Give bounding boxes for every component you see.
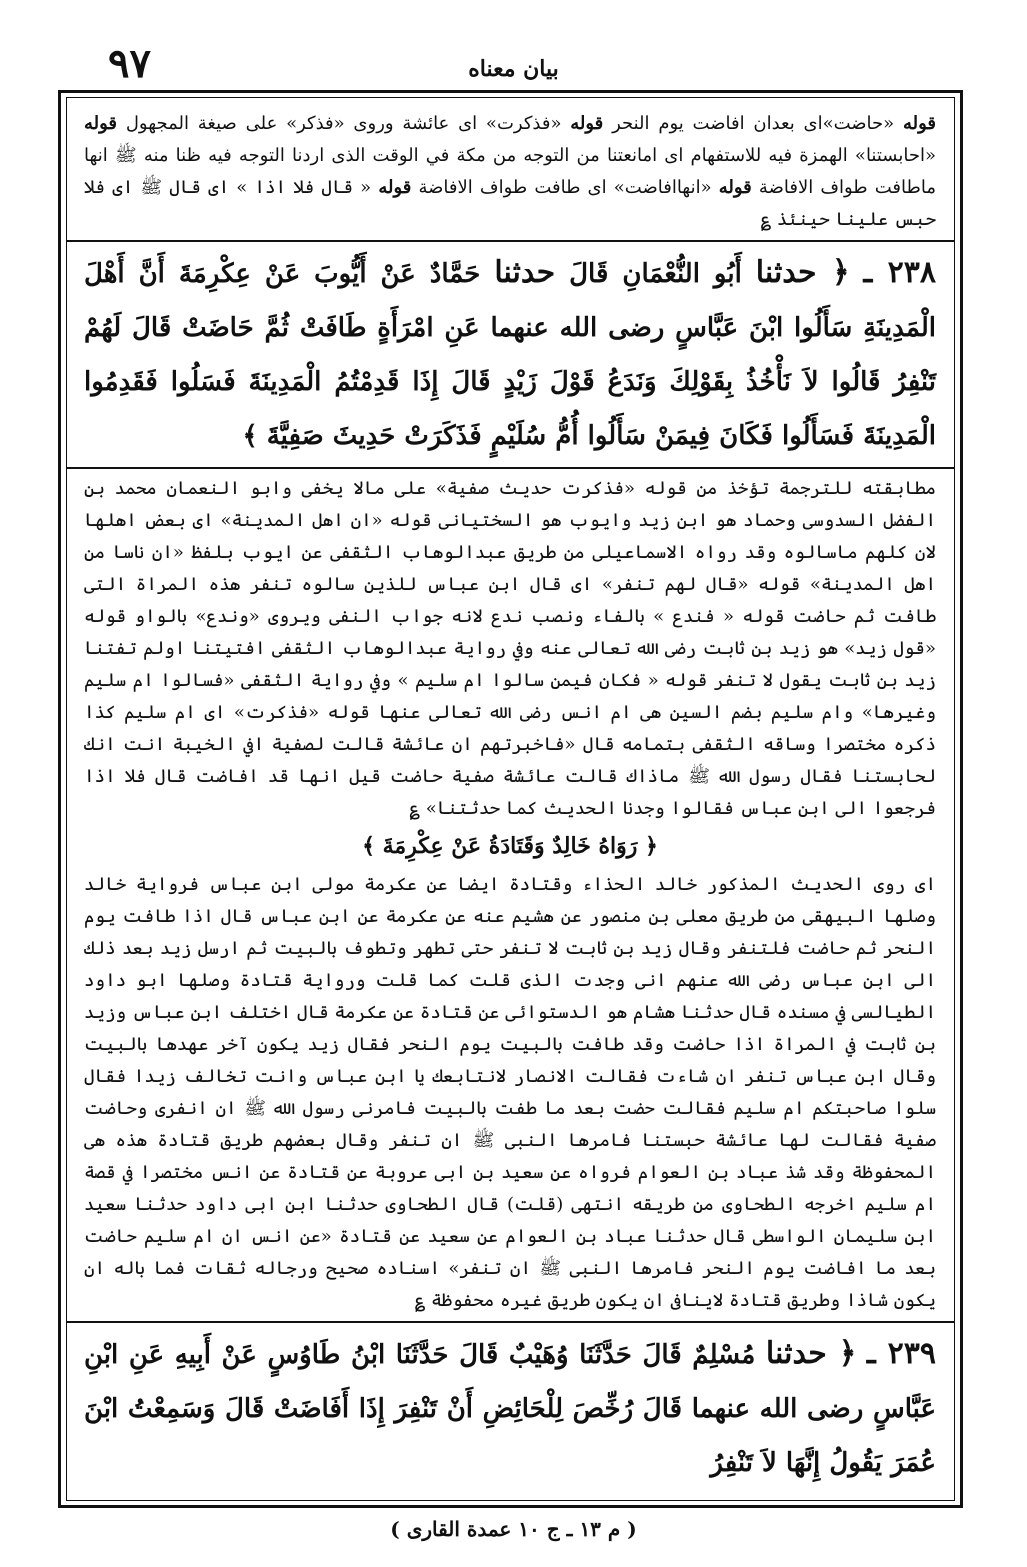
commentary-block-1 xyxy=(84,108,936,236)
section-divider xyxy=(66,467,954,469)
riwayah-heading: ﴿ رَوَاهُ خَالِدٌ وَقَتَادَةُ عَنْ عِكْرِمَةَ ﴾ xyxy=(362,833,658,859)
commentary-text: « قال فلا اذا » اى قال ﷺ اى فلا حبس علينا حينئذ ؏ xyxy=(84,177,936,230)
commentary-text: «حاضت»اى بعدان افاضت يوم النحر xyxy=(612,113,895,134)
page-number: ٩٧ xyxy=(108,40,151,87)
commentary-text: «احابستنا» الهمزة فيه للاستفهام اى امانعتنا من التوجه من مكة في الوقت الذى اردنا التوجه فيه ظنا منه ﷺ انها ماطافت طواف الافاضة xyxy=(84,145,936,198)
haddathana-marker: ﴿ حدثنا xyxy=(765,1336,857,1371)
commentary-238: مطابقته للترجمة تؤخذ من قوله «فذكرت حديث صفية» على مالا يخفى وابو النعمان محمد بن الفضل السدوسى وحماد هو ابن زيد وايوب هو السختيانى قوله «ان اهل المدينة» اى بعض اهلها لان كلهم ماسالوه وقد رواه الاسماعيلى من طريق عبدالوهاب الثقفى عن ايوب بلفظ «ان ناسا من اهل المدينة» قوله «قال لهم تنفر» اى قال ابن عباس للذين سالوه تنفر هذه المراة التى طافت ثم حاضت قوله « فندع » بالفاء ونصب ندع لانه جواب النفى ويروى «وندع» بالواو قوله «قول زيد» هو زيد بن ثابت رضى الله تعالى عنه وفي رواية عبدالوهاب الثقفى افتيتنا اولم تفتنا زيد بن ثابت يقول لا تنفر قوله « فكان فيمن سالوا ام سليم » وفي رواية الثقفى «فسالوا ام سليم وغيرها» وام سليم بضم السين هى ام انس رضى الله تعالى عنها قوله «فذكرت» اى ام سليم كذا ذكره مختصرا وساقه الثقفى بتمامه قال «فاخبرتهم ان عائشة قالت لصفية افي الخيبة انت انك لحابستنا فقال رسول الله ﷺ ماذاك قالت عائشة صفية حاضت قيل انها قد افاضت قال فلا اذا فرجعوا الى ابن عباس فقالوا وجدنا الحديث كما حدثتنا» ؏ xyxy=(84,478,936,819)
qawluhu-keyword: قوله xyxy=(378,177,412,198)
section-divider xyxy=(66,1321,954,1323)
haddathana-marker: ﴿ حدثنا xyxy=(755,255,850,290)
hadith-number: ٢٣٨ ـ xyxy=(863,255,937,290)
commentary-riwayah: اى روى الحديث المذكور خالد الحذاء وقتادة ايضا عن عكرمة مولى ابن عباس فرواية خالد وصلها البيهقى من طريق معلى بن منصور عن هشيم عنه عن عكرمة عن ابن عباس قال اذا طافت يوم النحر ثم حاضت فلتنفر وقال زيد بن ثابت لا تنفر حتى تطهر وتطوف بالبيت ثم ارسل زيد بعد ذلك الى ابن عباس رضى الله عنهم انى وجدت الذى قلت كما قلت ورواية قتادة وصلها ابو داود الطيالسى في مسنده قال حدثنا هشام هو الدستوائى عن قتادة عن عكرمة قال اختلف ابن عباس وزيد بن ثابت في المراة اذا حاضت وقد طافت بالبيت يوم النحر فقال زيد يكون آخر عهدها بالبيت وقال ابن عباس تنفر ان شاءت فقالت الانصار لانتابعك يا ابن عباس وانت تخالف زيدا فقال سلوا صاحبتكم ام سليم فقالت حضت بعد ما طفت بالبيت فامرنى رسول الله ﷺ ان انفرى وحاضت صفية فقالت لها عائشة حبستنا فامرها النبى ﷺ ان تنفر وقال بعضهم طريق قتادة هذه هى المحفوظة وقد شذ عباد بن العوام فرواه عن سعيد بن ابى عروبة عن قتادة عن انس مختصرا في قصة ام سليم اخرجه الطحاوى من طريقه انتهى (قلت) قال الطحاوى حدثنا ابن ابى داود حدثنا سعيد ابن سليمان الواسطى قال حدثنا عباد بن العوام عن سعيد عن قتادة «عن انس ان ام سليم حاضت بعد ما افاضت يوم النحر فامرها النبى ﷺ ان تنفر» اسناده صحيح ورجاله ثقات فما باله ان يكون شاذا وطريق قتادة لاينافى ان يكون طريق غيره محفوظة ؏ xyxy=(84,874,937,1311)
commentary-text: «انهاافاضت» اى طافت طواف الافاضة xyxy=(418,177,712,198)
page-content xyxy=(84,108,936,1490)
haddathana-marker: حدثنا xyxy=(494,255,556,290)
commentary-text: «فذكرت» اى عائشة وروى «فذكر» على صيغة المجهول xyxy=(125,113,562,134)
qawluhu-keyword: قوله xyxy=(570,113,604,134)
page-footer: ( م ١٣ ـ ج ١٠ عمدة القارى ) xyxy=(390,1517,637,1541)
hadith-number: ٢٣٩ ـ xyxy=(866,1336,937,1371)
hadith-text: حَمَّادٌ عَنْ أَيُّوبَ عَنْ عِكْرِمَةَ أَنَّ أَهْلَ الْمَدِينَةِ سَأَلُوا ابْنَ عَبَّاسٍ رضى الله عنهما عَنِ امْرَأَةٍ طَافَتْ ثُمَّ حَاضَتْ قَالَ لَهُمْ تَنْفِرُ قَالُوا لاَ نَأْخُذُ بِقَوْلِكَ وَنَدَعُ قَوْلَ زَيْدٍ قَالَ إِذَا قَدِمْتُمُ الْمَدِينَةَ فَسَلُوا فَقَدِمُوا الْمَدِينَةَ فَسَأَلُوا فَكَانَ فِيمَنْ سَأَلُوا أُمُّ سُلَيْمٍ فَذَكَرَتْ حَدِيثَ صَفِيَّةَ ﴾ xyxy=(84,259,936,451)
hadith-239 xyxy=(84,1327,936,1490)
hadith-text: أَبُو النُّعْمَانِ قَالَ xyxy=(569,259,742,289)
qawluhu-keyword: قوله xyxy=(902,113,937,134)
hadith-238 xyxy=(84,246,936,463)
running-title: بيان معناه xyxy=(468,56,559,82)
qawluhu-keyword: قوله xyxy=(84,113,118,134)
hadith-text: مُسْلِمٌ قَالَ حَدَّثَنَا وُهَيْبٌ قَالَ حَدَّثَنَا ابْنُ طَاوُسٍ عَنْ أَبِيهِ عَنِ ابْنِ عَبَّاسٍ رضى الله عنهما قَالَ رُخِّصَ لِلْحَائِضِ أَنْ تَنْفِرَ إِذَا أَفَاضَتْ قَالَ وَسَمِعْتُ ابْنَ عُمَرَ يَقُولُ إِنَّهَا لاَ تَنْفِرُ xyxy=(84,1340,936,1478)
qawluhu-keyword: قوله xyxy=(718,177,752,198)
section-divider xyxy=(66,240,954,242)
